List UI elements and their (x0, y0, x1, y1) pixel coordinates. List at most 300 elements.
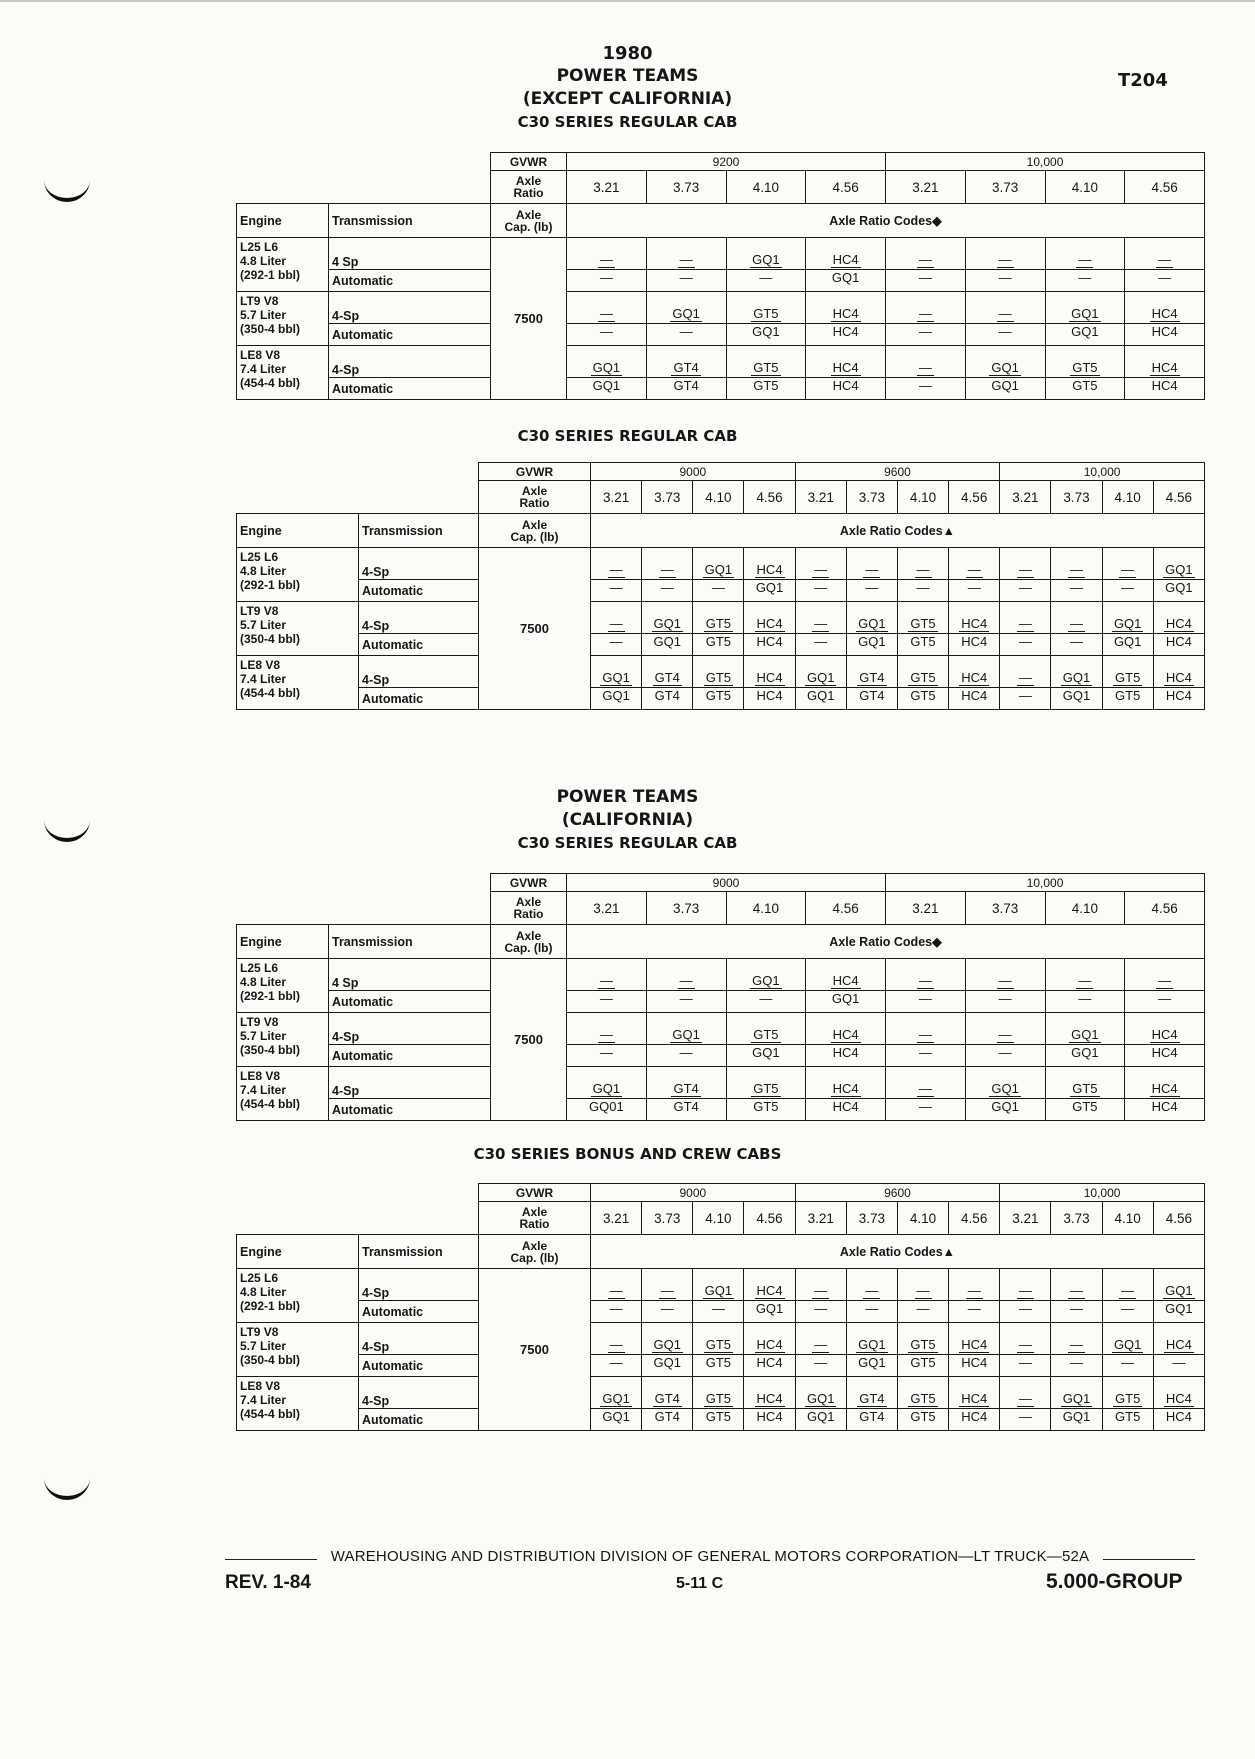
axle-code-cell (965, 1099, 1045, 1121)
axle-code: GQ1 (858, 634, 886, 649)
axle-code-cell (1051, 1301, 1102, 1323)
axle-code-cell (1051, 1323, 1102, 1355)
footer-rule-right (1103, 1559, 1195, 1560)
engine-code: LT9 V8 (240, 1015, 279, 1029)
axle-code: — (759, 270, 773, 285)
axle-code: GQ1 (653, 1355, 681, 1370)
axle-cap-label-line-2: Cap. (lb) (510, 529, 559, 544)
axle-code-cell (1102, 602, 1153, 634)
engine-liters: 4.8 Liter (240, 564, 287, 578)
axle-cap-label-line-2: Cap. (lb) (504, 940, 553, 955)
axle-code: GQ1 (806, 688, 835, 703)
axle-ratio-label-line-1: Axle (521, 484, 548, 498)
axle-code: GT5 (1115, 1391, 1141, 1406)
axle-code-cell (642, 1323, 693, 1355)
engine-cell (237, 1377, 359, 1431)
axle-code-cell (1051, 688, 1102, 710)
axle-code-cell (1000, 548, 1051, 580)
axle-ratio-codes-title: Axle Ratio Codes◆ (567, 204, 1205, 238)
blank-cell (237, 874, 491, 925)
engine-code: L25 L6 (240, 240, 279, 254)
axle-code: HC4 (1165, 1409, 1192, 1424)
axle-code: GT5 (705, 1337, 732, 1352)
axle-code-cell (949, 1269, 1000, 1301)
axle-ratio-value: 4.10 (726, 892, 806, 925)
axle-code: — (998, 324, 1012, 339)
axle-code: — (865, 1283, 879, 1298)
axle-code-cell (846, 1323, 897, 1355)
axle-code: — (1078, 973, 1092, 988)
axle-code-cell (726, 270, 806, 292)
axle-ratio-value: 4.10 (726, 171, 806, 204)
axle-ratio-value: 3.21 (591, 481, 642, 514)
engine-header: Engine (237, 514, 359, 548)
axle-code: — (918, 991, 932, 1006)
axle-code-cell (591, 1269, 642, 1301)
axle-code-cell (744, 1301, 795, 1323)
axle-code: — (918, 252, 932, 267)
axle-code: GT5 (705, 670, 732, 685)
axle-code: GT5 (753, 1027, 779, 1042)
axle-code: HC4 (832, 1081, 859, 1096)
axle-code: HC4 (756, 1409, 783, 1424)
axle-code-cell (726, 1067, 806, 1099)
axle-code: — (599, 252, 613, 267)
axle-code: GQ1 (752, 252, 780, 267)
axle-code: HC4 (961, 1355, 988, 1370)
axle-code-cell (806, 292, 886, 324)
engine-code: LT9 V8 (240, 604, 279, 618)
transmission-cell: Automatic (359, 580, 479, 602)
axle-ratio-label-line-1: Axle (521, 1205, 548, 1219)
axle-code: GT4 (673, 1099, 699, 1114)
axle-code: HC4 (756, 1283, 783, 1298)
axle-code-cell (949, 688, 1000, 710)
axle-cap-label (491, 925, 567, 959)
axle-code: HC4 (832, 1099, 859, 1114)
transmission-cell: Automatic (359, 634, 479, 656)
axle-code: — (814, 562, 828, 577)
axle-code-cell (591, 1409, 642, 1431)
axle-code: — (918, 378, 932, 393)
axle-code-cell (846, 548, 897, 580)
axle-code: GQ1 (752, 324, 780, 339)
power-team-table-2 (236, 462, 1205, 710)
axle-code-cell (965, 1045, 1045, 1067)
axle-code: — (1018, 1301, 1032, 1316)
axle-code: GQ1 (1165, 1283, 1193, 1298)
engine-carb: (292-1 bbl) (240, 989, 301, 1003)
axle-code: GQ1 (602, 670, 630, 685)
axle-code-cell (949, 1409, 1000, 1431)
axle-code: — (1018, 1391, 1032, 1406)
axle-code: — (1078, 991, 1092, 1006)
engine-liters: 4.8 Liter (240, 1285, 287, 1299)
transmission-cell: 4-Sp (329, 1013, 491, 1045)
axle-code-cell (795, 1301, 846, 1323)
axle-code-cell (1000, 688, 1051, 710)
axle-code: GQ1 (806, 1409, 835, 1424)
axle-code: — (998, 1045, 1012, 1060)
axle-code: GQ1 (1071, 1045, 1099, 1060)
axle-code: GT5 (753, 378, 779, 393)
axle-code: — (1121, 1355, 1135, 1370)
axle-code: HC4 (1151, 1081, 1178, 1096)
axle-code-cell (1102, 634, 1153, 656)
axle-code-cell (795, 1377, 846, 1409)
binder-hole-mark (44, 1478, 90, 1504)
axle-code: — (609, 1337, 623, 1352)
axle-code: — (814, 634, 828, 649)
axle-code: GT4 (673, 1081, 699, 1096)
axle-code: GQ1 (991, 360, 1019, 375)
axle-code-cell (846, 580, 897, 602)
axle-code: GQ1 (991, 1099, 1019, 1114)
axle-code: — (609, 1283, 623, 1298)
axle-code: HC4 (1151, 360, 1178, 375)
axle-code: GQ1 (672, 306, 700, 321)
california-title: POWER TEAMS (556, 787, 699, 807)
axle-code: — (660, 1283, 674, 1298)
axle-code-cell (591, 1377, 642, 1409)
axle-code: HC4 (1151, 1027, 1178, 1042)
axle-ratio-value: 3.73 (646, 892, 726, 925)
axle-code-cell (693, 602, 744, 634)
axle-ratio-value: 4.56 (806, 171, 886, 204)
axle-code: GQ1 (653, 634, 681, 649)
engine-cell (237, 602, 359, 656)
engine-liters: 5.7 Liter (240, 618, 287, 632)
axle-ratio-value: 3.73 (965, 892, 1045, 925)
axle-code-cell (1051, 1355, 1102, 1377)
axle-code-cell (744, 580, 795, 602)
axle-code-cell (642, 1409, 693, 1431)
engine-cell (237, 238, 329, 292)
axle-code: GQ1 (1062, 1391, 1091, 1406)
axle-code-cell (1102, 1269, 1153, 1301)
engine-code: LT9 V8 (240, 294, 279, 308)
axle-code-cell (1153, 548, 1204, 580)
axle-ratio-value: 3.73 (642, 1202, 693, 1235)
axle-code-cell (949, 634, 1000, 656)
axle-code-cell (646, 238, 726, 270)
header-title: POWER TEAMS (556, 66, 699, 86)
axle-code-cell (693, 548, 744, 580)
axle-code-cell (886, 1099, 966, 1121)
axle-code-cell (806, 238, 886, 270)
transmission-cell: 4-Sp (359, 656, 479, 688)
axle-ratio-label-line-2: Ratio (513, 907, 544, 921)
axle-code-cell (806, 1045, 886, 1067)
axle-code-cell (965, 1013, 1045, 1045)
axle-code: GQ1 (1071, 324, 1099, 339)
axle-code-cell (949, 1323, 1000, 1355)
axle-code-cell (897, 548, 948, 580)
engine-carb: (454-4 bbl) (240, 686, 301, 700)
axle-code: GQ1 (1165, 562, 1193, 577)
axle-ratio-label (491, 171, 567, 204)
axle-code-cell (646, 1099, 726, 1121)
page-header (0, 42, 1255, 134)
section-title-2: C30 SERIES REGULAR CAB (517, 427, 738, 445)
axle-code-cell (646, 378, 726, 400)
axle-code: GT5 (910, 1337, 936, 1352)
axle-code-cell (795, 656, 846, 688)
axle-code-cell (642, 688, 693, 710)
axle-code-cell (744, 1355, 795, 1377)
axle-code: GT4 (654, 688, 680, 703)
axle-code: GQ1 (806, 1391, 835, 1406)
axle-ratio-value: 4.10 (693, 1202, 744, 1235)
axle-code-cell (642, 1301, 693, 1323)
axle-code-cell (726, 1013, 806, 1045)
axle-code: GQ1 (1071, 306, 1099, 321)
axle-code-cell (886, 991, 966, 1013)
axle-code: GQ1 (1071, 1027, 1099, 1042)
axle-code: — (1158, 973, 1172, 988)
axle-code: GQ1 (602, 1409, 630, 1424)
axle-cap-label-line-1: Axle (515, 928, 542, 943)
axle-code: — (1158, 270, 1172, 285)
transmission-cell: Automatic (329, 1099, 491, 1121)
axle-code-cell (1125, 1099, 1205, 1121)
axle-code-cell (1045, 991, 1125, 1013)
axle-code-cell (1045, 378, 1125, 400)
axle-code-cell (846, 1355, 897, 1377)
axle-code: — (1070, 1301, 1084, 1316)
page-top-rule (0, 0, 1255, 2)
page-number: 5-11 C (676, 1575, 724, 1592)
axle-code: GQ1 (602, 688, 630, 703)
axle-ratio-value: 4.10 (1102, 481, 1153, 514)
axle-code: — (1078, 270, 1092, 285)
axle-code-cell (744, 1377, 795, 1409)
axle-code-cell (1102, 1409, 1153, 1431)
axle-code: GQ1 (1062, 1409, 1091, 1424)
axle-ratio-value: 3.21 (886, 171, 966, 204)
axle-ratio-value: 4.56 (1153, 481, 1204, 514)
axle-code: — (711, 1301, 725, 1316)
axle-ratio-value: 3.21 (886, 892, 966, 925)
transmission-cell: 4-Sp (359, 1269, 479, 1301)
axle-code-cell (744, 1323, 795, 1355)
axle-code-cell (646, 1045, 726, 1067)
axle-code: GT5 (753, 306, 779, 321)
axle-code-cell (642, 1355, 693, 1377)
axle-code: GT4 (859, 1391, 885, 1406)
axle-code-cell (744, 1269, 795, 1301)
axle-ratio-value: 3.21 (795, 1202, 846, 1235)
axle-code-cell (886, 1045, 966, 1067)
axle-code: GT5 (1072, 1081, 1098, 1096)
axle-code: — (814, 1355, 828, 1370)
gvwr-value: 9000 (591, 1184, 796, 1202)
axle-code-cell (642, 580, 693, 602)
axle-code-cell (1045, 270, 1125, 292)
engine-cell (237, 656, 359, 710)
axle-code-cell (886, 292, 966, 324)
axle-code-cell (591, 602, 642, 634)
axle-code-cell (806, 991, 886, 1013)
axle-code: GQ1 (704, 1283, 733, 1298)
engine-code: LE8 V8 (240, 1379, 281, 1393)
axle-code: — (1158, 252, 1172, 267)
axle-code-cell (1045, 1099, 1125, 1121)
axle-code-cell (693, 688, 744, 710)
axle-code-cell (1045, 1045, 1125, 1067)
axle-code-cell (1102, 656, 1153, 688)
axle-code: GQ1 (602, 1391, 630, 1406)
gvwr-value: 9600 (795, 1184, 1000, 1202)
axle-ratio-codes-title: Axle Ratio Codes▲ (591, 1235, 1205, 1269)
axle-code-cell (1125, 959, 1205, 991)
axle-code-cell (806, 1013, 886, 1045)
axle-code-cell (886, 378, 966, 400)
axle-code: GT5 (910, 688, 936, 703)
axle-code: GT5 (705, 1409, 732, 1424)
axle-code-cell (886, 1013, 966, 1045)
axle-code-cell (897, 634, 948, 656)
engine-cell (237, 548, 359, 602)
axle-code-cell (1102, 548, 1153, 580)
axle-code-cell (744, 688, 795, 710)
gvwr-value: 9000 (567, 874, 886, 892)
transmission-cell: 4-Sp (329, 292, 491, 324)
axle-code: HC4 (1151, 1045, 1178, 1060)
axle-code: — (814, 580, 828, 595)
axle-ratio-value: 4.10 (897, 481, 948, 514)
axle-code: HC4 (1151, 378, 1178, 393)
transmission-cell: Automatic (329, 324, 491, 346)
axle-code-cell (897, 1409, 948, 1431)
transmission-header: Transmission (359, 514, 479, 548)
axle-ratio-value: 4.56 (949, 481, 1000, 514)
axle-code: GT4 (859, 1409, 885, 1424)
axle-code: HC4 (1165, 616, 1192, 631)
axle-code-cell (567, 1045, 647, 1067)
axle-code: GQ01 (589, 1099, 624, 1114)
axle-code: — (1070, 634, 1084, 649)
axle-code-cell (567, 238, 647, 270)
axle-code-cell (646, 324, 726, 346)
axle-code: — (814, 1337, 828, 1352)
axle-code: — (918, 324, 932, 339)
axle-code-cell (897, 688, 948, 710)
axle-code-cell (591, 548, 642, 580)
axle-code-cell (965, 378, 1045, 400)
axle-code-cell (646, 270, 726, 292)
axle-code: GT4 (654, 670, 680, 685)
axle-ratio-value: 3.21 (591, 1202, 642, 1235)
axle-ratio-label-line-2: Ratio (519, 1217, 550, 1231)
axle-code: — (759, 991, 773, 1006)
axle-code-cell (897, 1355, 948, 1377)
axle-code-cell (1153, 634, 1204, 656)
axle-ratio-value: 3.73 (646, 171, 726, 204)
engine-carb: (350-4 bbl) (240, 632, 301, 646)
axle-code-cell (1153, 1377, 1204, 1409)
axle-code-cell (646, 991, 726, 1013)
axle-code: HC4 (961, 670, 988, 685)
axle-code-cell (806, 1099, 886, 1121)
axle-code-cell (795, 1355, 846, 1377)
axle-code-cell (965, 991, 1045, 1013)
axle-code: — (609, 1301, 623, 1316)
axle-code-cell (1000, 656, 1051, 688)
power-team-table-3 (236, 873, 1205, 1121)
axle-code: HC4 (1165, 1337, 1192, 1352)
engine-carb: (454-4 bbl) (240, 1407, 301, 1421)
axle-code: GQ1 (592, 360, 621, 375)
engine-cell (237, 959, 329, 1013)
axle-code-cell (726, 238, 806, 270)
axle-code: — (916, 1283, 930, 1298)
axle-code-cell (1153, 1355, 1204, 1377)
binder-hole-mark (44, 180, 90, 206)
axle-code: GT5 (705, 616, 732, 631)
axle-code-cell (591, 580, 642, 602)
axle-code-cell (806, 959, 886, 991)
axle-code-cell (949, 1377, 1000, 1409)
axle-code-cell (693, 1323, 744, 1355)
engine-liters: 7.4 Liter (240, 1393, 287, 1407)
axle-code-cell (646, 346, 726, 378)
axle-code-cell (567, 1099, 647, 1121)
axle-code-cell (846, 1301, 897, 1323)
axle-code-cell (646, 292, 726, 324)
axle-cap-label-line-1: Axle (521, 1238, 548, 1253)
axle-code: — (967, 580, 981, 595)
gvwr-value: 10,000 (886, 153, 1205, 171)
gvwr-value: 9600 (795, 463, 1000, 481)
axle-code: GQ1 (1165, 580, 1193, 595)
axle-code: — (918, 973, 932, 988)
axle-code: GQ1 (1165, 1301, 1193, 1316)
axle-code-cell (646, 959, 726, 991)
axle-code-cell (846, 1377, 897, 1409)
axle-code: GT5 (705, 1355, 732, 1370)
axle-code: HC4 (832, 360, 859, 375)
engine-liters: 7.4 Liter (240, 1083, 287, 1097)
axle-code-cell (1125, 292, 1205, 324)
axle-code-cell (1051, 656, 1102, 688)
axle-code-cell (1102, 1323, 1153, 1355)
axle-code: — (660, 562, 674, 577)
transmission-cell: Automatic (329, 1045, 491, 1067)
axle-code: — (998, 270, 1012, 285)
axle-code-cell (949, 1301, 1000, 1323)
axle-code-cell (1051, 602, 1102, 634)
axle-code-cell (642, 548, 693, 580)
axle-code: — (1018, 580, 1032, 595)
engine-cell (237, 292, 329, 346)
axle-code-cell (642, 656, 693, 688)
axle-capacity-value: 7500 (479, 548, 591, 710)
transmission-header: Transmission (329, 925, 491, 959)
axle-code-cell (846, 1269, 897, 1301)
transmission-cell: 4-Sp (359, 1377, 479, 1409)
axle-code-cell (846, 1409, 897, 1431)
axle-code-cell (897, 1269, 948, 1301)
axle-code-cell (965, 1067, 1045, 1099)
axle-code: GQ1 (592, 1081, 621, 1096)
footer-line: WAREHOUSING AND DISTRIBUTION DIVISION OF GENERAL MOTORS CORPORATION—LT TRUCK—52A (330, 1548, 1090, 1565)
gvwr-value: 10,000 (1000, 1184, 1205, 1202)
axle-code: HC4 (756, 1337, 783, 1352)
california-subtitle: C30 SERIES REGULAR CAB (517, 834, 738, 852)
blank-cell (237, 463, 479, 514)
axle-code-cell (726, 378, 806, 400)
